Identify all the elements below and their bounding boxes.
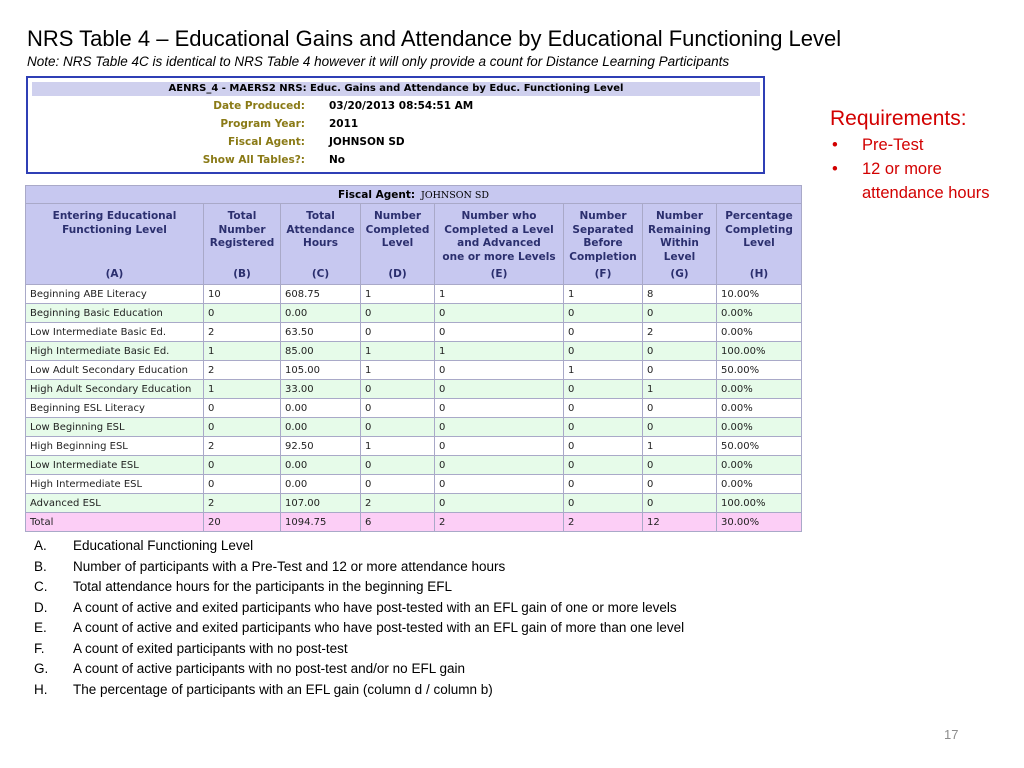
total-row	[26, 513, 802, 532]
total-cell: 6	[361, 513, 435, 532]
column-header-line: Number	[373, 210, 422, 222]
bullet-icon: •	[832, 136, 838, 154]
table-cell: 0	[643, 456, 717, 475]
table-cell: 0	[564, 475, 643, 494]
column-header-line: and Advanced	[457, 237, 541, 249]
legend-text: Number of participants with a Pre-Test and 12 or more attendance hours	[73, 558, 506, 574]
table-cell: 0	[564, 418, 643, 437]
header-value: 2011	[329, 118, 359, 130]
column-header-line: Level	[381, 237, 414, 249]
table-cell: 2	[643, 323, 717, 342]
table-cell: 1	[435, 285, 564, 304]
table-cell: 0	[643, 475, 717, 494]
column-header	[643, 204, 717, 285]
efl-level-cell: High Beginning ESL	[26, 437, 204, 456]
header-value: JOHNSON SD	[329, 136, 405, 148]
legend-letter: D.	[34, 599, 48, 615]
table-row	[26, 323, 802, 342]
table-cell: 0	[564, 323, 643, 342]
column-letter: (H)	[749, 267, 769, 280]
table-cell: 0	[361, 475, 435, 494]
legend-letter: A.	[34, 538, 47, 553]
efl-level-cell: Beginning Basic Education	[26, 304, 204, 323]
report-screenshot	[25, 75, 802, 530]
table-cell: 0	[435, 304, 564, 323]
page-number: 17	[944, 727, 959, 742]
table-cell: 0	[361, 456, 435, 475]
table-cell: 0	[643, 399, 717, 418]
table-row	[26, 418, 802, 437]
fiscal-agent-row	[26, 186, 802, 204]
table-cell: 0.00%	[717, 456, 802, 475]
table-cell: 1	[643, 380, 717, 399]
table-row	[26, 304, 802, 323]
column-letter: (F)	[594, 267, 612, 280]
header-row-show-all	[32, 152, 760, 169]
table-cell: 0	[435, 418, 564, 437]
column-header-line: Completing	[725, 223, 793, 236]
column-header-line: Functioning Level	[62, 223, 167, 236]
table-cell: 1	[564, 361, 643, 380]
column-header-line: Entering Educational	[52, 210, 177, 222]
column-header-line: Registered	[209, 237, 275, 249]
legend-letter: H.	[34, 681, 48, 697]
table-cell: 0	[435, 437, 564, 456]
legend-text: A count of active and exited participants who have post-tested with an EFL gain of one or more levels	[73, 599, 677, 615]
column-header	[717, 204, 802, 285]
table-cell: 0.00%	[717, 380, 802, 399]
table-cell: 10.00%	[717, 285, 802, 304]
column-header-line: Number	[655, 210, 704, 222]
table-cell: 0	[435, 494, 564, 513]
requirements-title: Requirements:	[830, 107, 967, 130]
column-letter: (B)	[233, 267, 251, 280]
table-cell: 0	[564, 342, 643, 361]
table-cell: 92.50	[281, 437, 361, 456]
column-header-line: Number	[579, 210, 627, 222]
table-cell: 0	[204, 456, 281, 475]
table-cell: 0	[643, 418, 717, 437]
table-cell: 0.00%	[717, 304, 802, 323]
table-cell: 0.00	[281, 475, 361, 494]
table-cell: 0	[435, 380, 564, 399]
header-label: Date Produced:	[213, 100, 305, 112]
legend-letter: C.	[34, 579, 48, 594]
total-cell: 2	[564, 513, 643, 532]
total-cell: 2	[435, 513, 564, 532]
table-row	[26, 285, 802, 304]
table-cell: 1	[564, 285, 643, 304]
legend-text: The percentage of participants with an EFL gain (column d / column b)	[73, 681, 493, 697]
column-header-line: Percentage	[725, 210, 793, 222]
fiscal-agent-label: Fiscal Agent:	[338, 188, 416, 201]
column-letter: (E)	[490, 267, 508, 280]
slide-note: Note: NRS Table 4C is identical to NRS Table 4 however it will only provide a count for Distance Learning Participants	[27, 54, 730, 69]
efl-level-cell: Low Adult Secondary Education	[26, 361, 204, 380]
efl-level-cell: High Adult Secondary Education	[26, 380, 204, 399]
table-cell: 63.50	[281, 323, 361, 342]
efl-level-cell: Low Intermediate ESL	[26, 456, 204, 475]
table-cell: 0	[361, 304, 435, 323]
column-header-line: Level	[663, 250, 696, 263]
column-letter: (D)	[388, 267, 407, 280]
table-cell: 107.00	[281, 494, 361, 513]
table-cell: 0.00	[281, 418, 361, 437]
legend-letter: G.	[34, 661, 49, 676]
efl-level-cell: High Intermediate Basic Ed.	[26, 342, 204, 361]
legend-letter: E.	[34, 620, 47, 635]
table-body	[26, 285, 802, 532]
table-cell: 0	[435, 361, 564, 380]
column-header	[204, 204, 281, 285]
column-header-line: Before	[583, 237, 623, 249]
efl-level-cell: Beginning ABE Literacy	[26, 285, 204, 304]
table-cell: 8	[643, 285, 717, 304]
table-cell: 0	[204, 399, 281, 418]
efl-level-cell: High Intermediate ESL	[26, 475, 204, 494]
column-header	[361, 204, 435, 285]
table-row	[26, 494, 802, 513]
table-cell: 33.00	[281, 380, 361, 399]
table-cell: 2	[204, 323, 281, 342]
table-cell: 0	[204, 418, 281, 437]
efl-level-cell: Low Intermediate Basic Ed.	[26, 323, 204, 342]
column-header-line: Level	[743, 237, 775, 249]
table-cell: 2	[204, 437, 281, 456]
report-banner: AENRS_4 - MAERS2 NRS: Educ. Gains and Attendance by Educ. Functioning Level	[32, 82, 760, 96]
legend-letter: F.	[34, 640, 45, 656]
fiscal-agent-value: JOHNSON SD	[421, 189, 489, 201]
header-row-fiscal-agent	[32, 134, 760, 151]
table-cell: 50.00%	[717, 361, 802, 380]
column-header-line: Completed	[365, 223, 430, 236]
column-header	[564, 204, 643, 285]
table-cell: 0	[564, 456, 643, 475]
nrs-table	[25, 185, 802, 532]
table-cell: 0	[361, 399, 435, 418]
requirement-item	[830, 157, 1010, 205]
column-header-line: Number who	[461, 210, 537, 222]
legend-text: Total attendance hours for the participants in the beginning EFL	[73, 579, 452, 594]
table-cell: 0	[361, 418, 435, 437]
table-cell: 0.00%	[717, 475, 802, 494]
table-cell: 0.00%	[717, 399, 802, 418]
column-header-line: Separated	[572, 223, 634, 236]
table-cell: 0	[564, 304, 643, 323]
table-cell: 1	[204, 342, 281, 361]
table-cell: 0	[435, 456, 564, 475]
table-cell: 0	[643, 342, 717, 361]
table-cell: 0.00	[281, 399, 361, 418]
efl-level-cell: Low Beginning ESL	[26, 418, 204, 437]
table-cell: 1	[435, 342, 564, 361]
legend-text: A count of active and exited participants who have post-tested with an EFL gain of more than one level	[73, 620, 685, 635]
column-header	[435, 204, 564, 285]
table-cell: 2	[204, 361, 281, 380]
column-header-line: Attendance	[286, 223, 355, 236]
table-cell: 10	[204, 285, 281, 304]
table-cell: 0	[643, 304, 717, 323]
total-cell: 30.00%	[717, 513, 802, 532]
requirement-text: Pre-Test	[862, 136, 924, 154]
total-cell: 12	[643, 513, 717, 532]
table-cell: 0	[564, 399, 643, 418]
table-row	[26, 399, 802, 418]
column-letter: (A)	[105, 267, 124, 280]
table-cell: 0	[564, 437, 643, 456]
column-header	[281, 204, 361, 285]
slide-title: NRS Table 4 – Educational Gains and Attendance by Educational Functioning Level	[27, 26, 842, 51]
table-cell: 0.00	[281, 304, 361, 323]
header-label: Fiscal Agent:	[227, 136, 305, 148]
legend-letter: B.	[34, 558, 47, 574]
table-cell: 50.00%	[717, 437, 802, 456]
report-header	[26, 76, 765, 174]
table-row	[26, 475, 802, 494]
column-letter: (C)	[311, 267, 330, 280]
column-header-line: Completed a Level	[444, 223, 554, 236]
table-cell: 0.00%	[717, 418, 802, 437]
table-cell: 1	[643, 437, 717, 456]
table-cell: 0	[204, 475, 281, 494]
header-row-date	[32, 98, 760, 115]
total-cell: 20	[204, 513, 281, 532]
column-header-line: Total	[227, 210, 257, 222]
table-cell: 85.00	[281, 342, 361, 361]
header-label: Program Year:	[220, 118, 305, 130]
table-row	[26, 437, 802, 456]
table-row	[26, 456, 802, 475]
table-cell: 0	[361, 380, 435, 399]
table-cell: 100.00%	[717, 494, 802, 513]
header-value: No	[329, 154, 346, 166]
efl-level-cell: Advanced ESL	[26, 494, 204, 513]
column-header-line: Within	[660, 237, 699, 249]
column-header-row	[26, 204, 802, 285]
table-cell: 0	[564, 494, 643, 513]
legend-text: A count of active participants with no post-test and/or no EFL gain	[73, 661, 465, 676]
column-header	[26, 204, 204, 285]
table-cell: 608.75	[281, 285, 361, 304]
table-cell: 0	[643, 361, 717, 380]
table-cell: 0	[435, 475, 564, 494]
column-header-line: Total	[306, 210, 335, 222]
total-cell: 1094.75	[281, 513, 361, 532]
column-header-line: Hours	[303, 237, 338, 249]
table-cell: 100.00%	[717, 342, 802, 361]
total-cell: Total	[26, 513, 204, 532]
table-cell: 0	[643, 494, 717, 513]
table-cell: 2	[361, 494, 435, 513]
table-row	[26, 361, 802, 380]
efl-level-cell: Beginning ESL Literacy	[26, 399, 204, 418]
header-value: 03/20/2013 08:54:51 AM	[329, 100, 474, 112]
table-cell: 0.00%	[717, 323, 802, 342]
column-header-line: Remaining	[648, 223, 711, 236]
table-cell: 0	[361, 323, 435, 342]
table-cell: 2	[204, 494, 281, 513]
column-header-line: one or more Levels	[442, 250, 556, 263]
table-cell: 1	[361, 361, 435, 380]
requirements-box	[830, 105, 1010, 205]
table-cell: 0	[435, 323, 564, 342]
column-header-line: Completion	[569, 250, 637, 263]
table-cell: 0	[564, 380, 643, 399]
column-letter: (G)	[670, 267, 689, 280]
column-header-line: Number	[218, 223, 266, 236]
table-cell: 0	[435, 399, 564, 418]
header-row-program-year	[32, 116, 760, 133]
table-cell: 1	[361, 437, 435, 456]
header-label: Show All Tables?:	[202, 154, 305, 166]
legend-text: A count of exited participants with no post-test	[73, 640, 348, 656]
requirement-text: 12 or more attendance hours	[862, 160, 990, 202]
table-cell: 0.00	[281, 456, 361, 475]
table-cell: 1	[361, 342, 435, 361]
requirement-item	[830, 133, 1010, 157]
bullet-icon: •	[832, 160, 838, 178]
table-row	[26, 380, 802, 399]
legend-text: Educational Functioning Level	[73, 538, 254, 553]
table-cell: 0	[204, 304, 281, 323]
table-cell: 105.00	[281, 361, 361, 380]
table-row	[26, 342, 802, 361]
table-cell: 1	[361, 285, 435, 304]
table-cell: 1	[204, 380, 281, 399]
